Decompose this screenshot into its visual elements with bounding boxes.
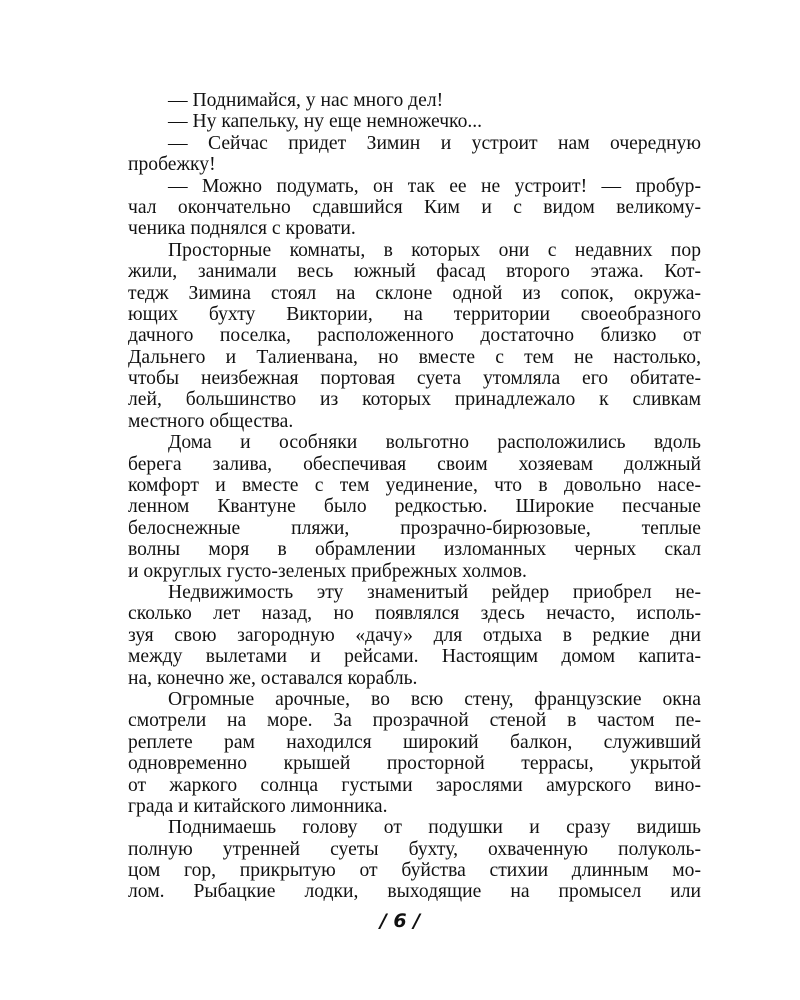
- text-line: берега залива, обеспечивая своим хозяевам должный: [128, 453, 701, 475]
- text-line: — Поднимайся, у нас много дел!: [168, 90, 444, 111]
- text-line: ченика поднялся с кровати.: [128, 218, 356, 240]
- text-line: чал окончательно сдавшийся Ким и с видом великому-: [128, 196, 701, 218]
- page-text: [128, 90, 701, 903]
- text-line: от жаркого солнца густыми зарослями амурского вино-: [128, 774, 701, 796]
- text-line: дачного поселка, расположенного достаточно близко от: [128, 325, 701, 347]
- text-line: полную утренней суеты бухту, охваченную полуколь-: [128, 838, 701, 860]
- text-line: волны моря в обрамлении изломанных черных скал: [128, 539, 701, 561]
- text-line: града и китайского лимонника.: [128, 795, 388, 817]
- text-line: — Ну капельку, ну еще немножечко...: [168, 111, 483, 133]
- text-line: сколько лет назад, но появлялся здесь нечасто, исполь-: [128, 603, 701, 625]
- text-line: ленном Квантуне было редкостью. Широкие песчаные: [128, 496, 701, 518]
- text-line: пробежку!: [128, 154, 216, 176]
- text-line: жили, занимали весь южный фасад второго этажа. Кот-: [128, 261, 701, 283]
- text-line: реплете рам находился широкий балкон, служивший: [128, 731, 701, 753]
- text-line: Поднимаешь голову от подушки и сразу видишь: [168, 817, 701, 839]
- page-number: / 6 /: [379, 910, 421, 932]
- text-line: комфорт и вместе с тем уединение, что в довольно насе-: [128, 475, 701, 497]
- text-line: и округлых густо-зеленых прибрежных холмов.: [128, 560, 527, 582]
- text-line: чтобы неизбежная портовая суета утомляла его обитате-: [128, 368, 701, 390]
- text-line: Дальнего и Талиенвана, но вместе с тем не настолько,: [128, 346, 701, 368]
- text-line: ющих бухту Виктории, на территории своеобразного: [128, 303, 701, 325]
- text-line: Недвижимость эту знаменитый рейдер приобрел не-: [168, 581, 701, 603]
- text-line: тедж Зимина стоял на склоне одной из сопок, окружа-: [128, 282, 701, 304]
- text-line: зуя свою загородную «дачу» для отдыха в редкие дни: [128, 624, 701, 646]
- text-line: — Можно подумать, он так ее не устроит! — пробур-: [168, 175, 701, 197]
- text-line: Дома и особняки вольготно расположились вдоль: [168, 432, 701, 454]
- text-line: — Сейчас придет Зимин и устроит нам очередную: [168, 132, 701, 154]
- text-line: одновременно крышей просторной террасы, укрытой: [128, 753, 701, 775]
- text-line: лей, большинство из которых принадлежало к сливкам: [128, 389, 701, 411]
- text-line: на, конечно же, оставался корабль.: [128, 667, 418, 689]
- text-line: белоснежные пляжи, прозрачно-бирюзовые, теплые: [128, 517, 701, 539]
- text-line: смотрели на море. За прозрачной стеной в частом пе-: [128, 710, 701, 732]
- text-line: между вылетами и рейсами. Настоящим домом капита-: [128, 646, 701, 668]
- text-line: Просторные комнаты, в которых они с недавних пор: [168, 239, 701, 261]
- text-line: Огромные арочные, во всю стену, французские окна: [168, 688, 701, 710]
- text-line: лом. Рыбацкие лодки, выходящие на промысел или: [128, 881, 701, 903]
- text-line: цом гор, прикрытую от буйства стихии длинным мо-: [128, 860, 701, 882]
- text-line: местного общества.: [128, 410, 294, 432]
